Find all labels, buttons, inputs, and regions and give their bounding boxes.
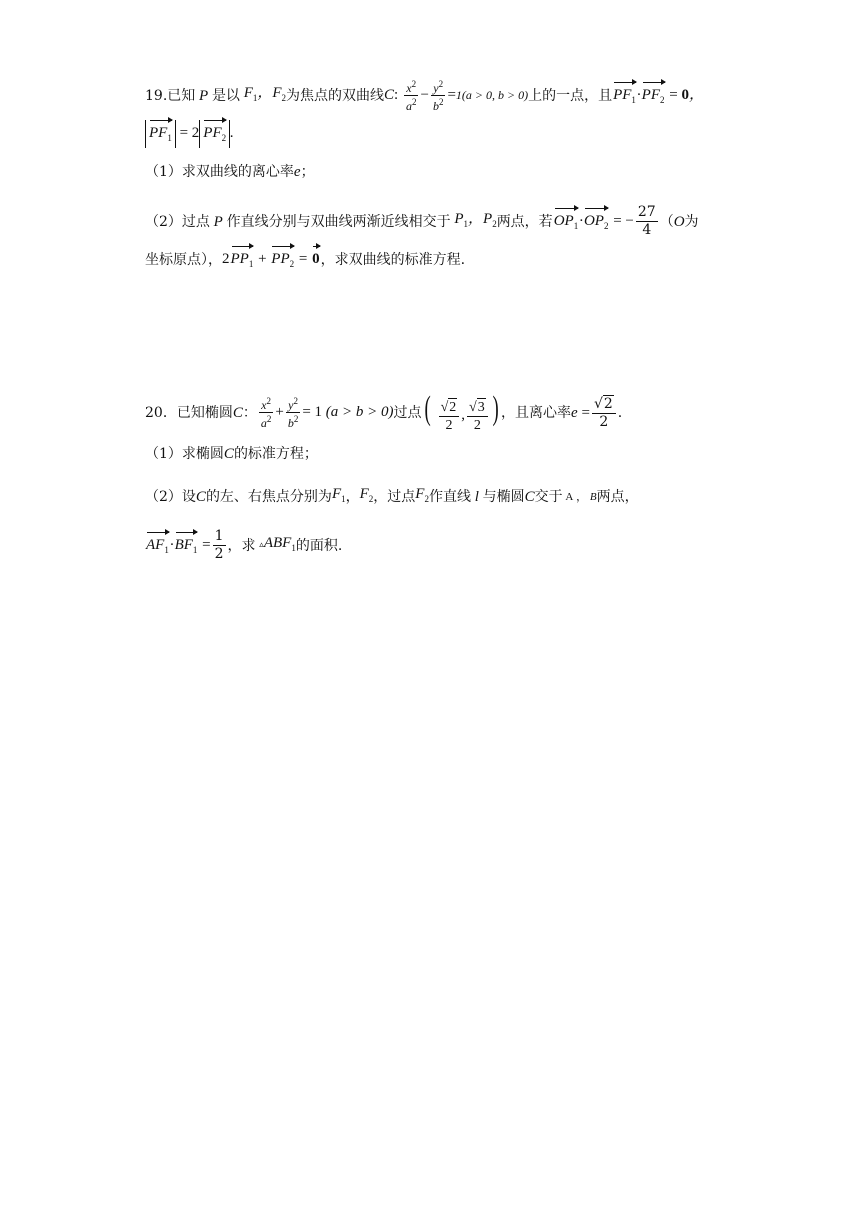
- q20-line1: 20． 已知椭圆 C ： $\frac{x^2}{a^2}$ + $\frac{y^2}{b^2}$ = 1 (a > b > 0) 过点 ( √ 2 2 , √ 3 2 ) ，且离心率 e = √ 2 2 .: [145, 390, 623, 433]
- ellipse-equation: $\frac{x^2}{a^2}$ + $\frac{y^2}{b^2}$ = 1 (a > b > 0): [260, 396, 394, 431]
- fraction-27-4: $\frac{27}{4}$: [637, 204, 656, 238]
- point-coordinates: ( √ 2 2 , √ 3 2 ): [424, 390, 499, 433]
- q20-part2: （2） 设 C 的左、右焦点分别为 $F_1$ ， $F_2$ ，过点 $F_2$ 作直线 l 与椭圆 C 交于 A ， B 两点，: [145, 486, 639, 505]
- hyperbola-equation: C: $\frac{x^2}{a^2}$ − $\frac{y^2}{b^2}$ =1(a > 0, b > 0): [384, 79, 529, 113]
- q19-number: 19.: [145, 87, 168, 104]
- q19-part1: （1） 求双曲线的离心率 e ；: [145, 164, 315, 180]
- q20-part2-line2: $AF_1\cdot BF_1$ = $\frac{1}{2}$ ，求 $▵ABF_1$ 的面积.: [146, 528, 343, 562]
- q19-line1: 19. 已知 P 是以 $F_1$，$F_2$ 为焦点的双曲线 C: $\frac{x^2}{a^2}$ − $\frac{y^2}{b^2}$ =1(a > 0, b > 0) 上的一点，且 $PF_1\cdot PF_2 = 0$，: [145, 79, 704, 113]
- fraction-1-2: $\frac{1}{2}$: [214, 528, 224, 562]
- q20-number: 20．: [145, 404, 177, 421]
- q19-part2: （2） 过点 P 作直线分别与双曲线两渐近线相交于 $P_1$，$P_2$ 两点，若 $OP_1\cdot OP_2$ = − $\frac{27}{4}$ （ O 为: [145, 204, 699, 238]
- q19-line2: $PF_1 = 2$ $PF_2$ .: [145, 120, 760, 148]
- q19-part2-line2: 坐标原点）， $2PP_1 + PP_2 = 0$ ，求双曲线的标准方程.: [145, 246, 760, 274]
- q20-part1: （1） 求椭圆 C 的标准方程；: [145, 446, 318, 462]
